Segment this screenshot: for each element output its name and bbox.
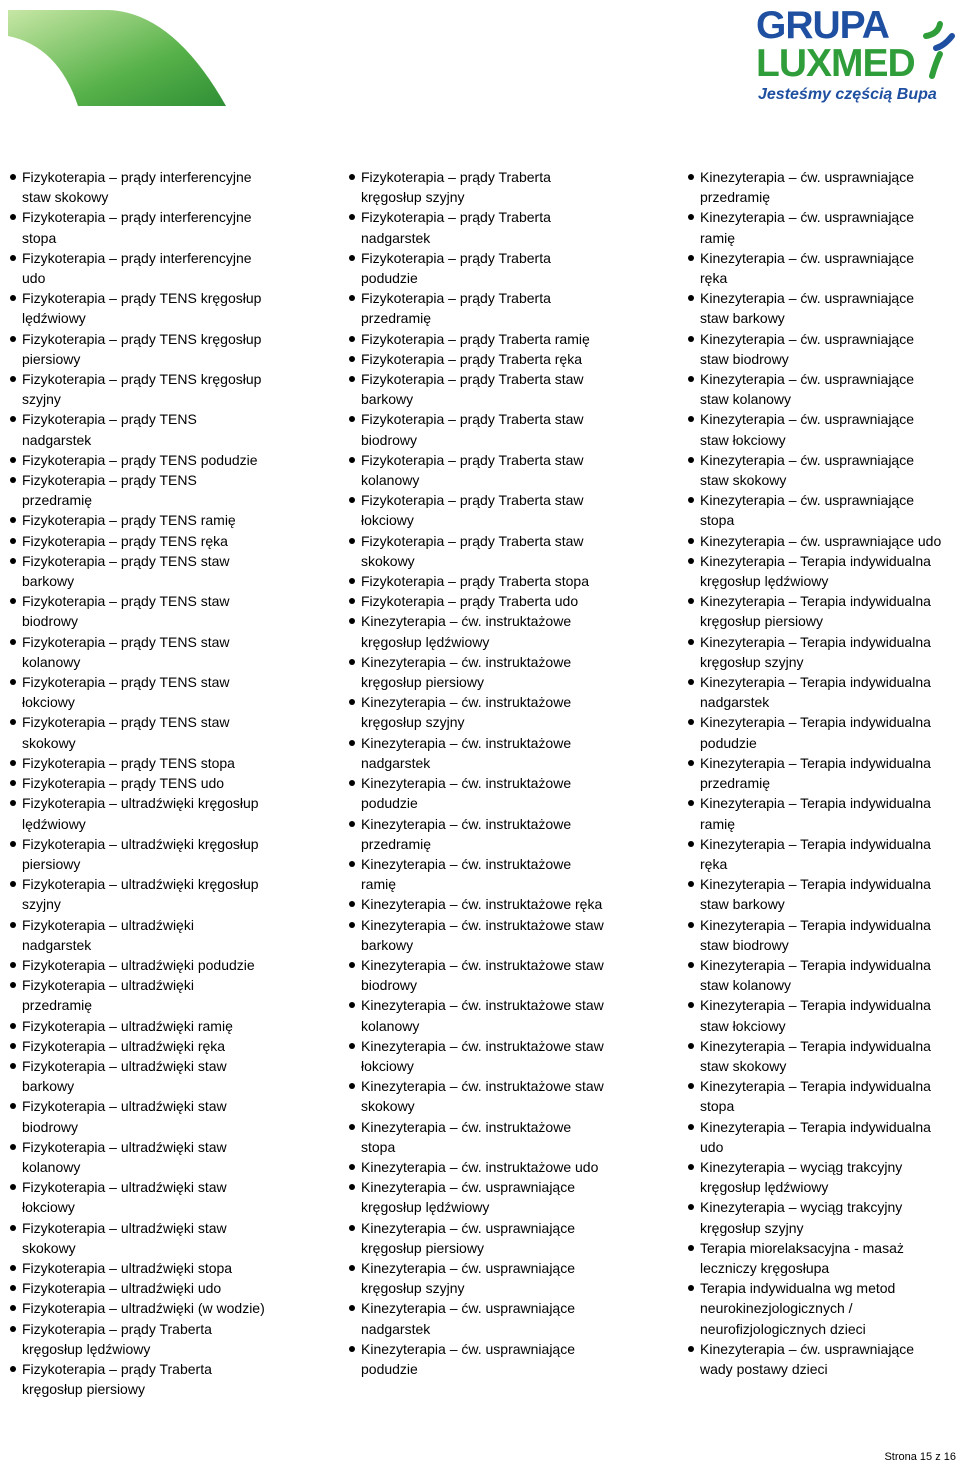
list-item [347,915,637,955]
list-item-text: Kinezyterapia – Terapia indywidualna [700,916,931,933]
list-item-text: przedramię [22,997,93,1014]
list-item-text: nadgarstek [700,694,770,711]
list-item-text: Fizykoterapia – prądy Traberta [361,290,551,307]
list-item-text: kręgosłup lędźwiowy [361,1199,490,1216]
list-item-text: ramię [361,876,397,893]
list-item [347,955,637,995]
list-item [8,450,308,470]
list-item [347,1339,637,1379]
brand-name-line2: LUXMED [756,42,915,85]
list-item [8,915,308,955]
list-item-text: staw kolanowy [700,391,792,408]
list-item [686,793,956,833]
list-item [686,248,956,288]
list-item-text: Kinezyterapia – ćw. instruktażowe staw [361,1078,604,1095]
list-item-text: lędźwiowy [22,310,86,327]
list-item-text: Kinezyterapia – ćw. usprawniające [361,1300,576,1317]
list-item [8,834,308,874]
list-item [8,773,308,793]
green-swoosh-graphic [8,6,226,106]
list-item [8,551,308,591]
list-item [686,591,956,631]
list-item [347,288,637,328]
list-item-text: Fizykoterapia – prądy Traberta [361,209,551,226]
list-item-text: Kinezyterapia – Terapia indywidualna [700,552,931,569]
list-item [686,834,956,874]
list-item-text: kręgosłup lędźwiowy [22,1340,151,1357]
list-item-text: Kinezyterapia – ćw. usprawniające [700,492,915,509]
list-item-text: Fizykoterapia – prądy Traberta staw [361,411,584,428]
list-item-text: Fizykoterapia – ultradźwięki staw [22,1219,227,1236]
list-item [8,1278,308,1298]
list-item-text: staw łokciowy [700,431,786,448]
list-item-text: Fizykoterapia – ultradźwięki staw [22,1138,227,1155]
list-item-text: Fizykoterapia – prądy TENS kręgosłup [22,290,262,307]
list-item-text: staw kolanowy [700,977,792,994]
list-item-text: kręgosłup lędźwiowy [700,573,829,590]
list-item [347,652,637,692]
grupa-luxmed-logo [756,4,956,108]
list-item [686,995,956,1035]
list-item-text: Fizykoterapia – prądy Traberta ramię [361,330,590,347]
list-item-text: skokowy [22,734,76,751]
list-item [347,591,637,611]
list-item-text: szyjny [22,896,61,913]
list-item-text: Fizykoterapia – ultradźwięki [22,977,194,994]
list-item-text: biodrowy [22,1118,79,1135]
list-item-text: Kinezyterapia – ćw. instruktażowe [361,653,572,670]
list-item [8,248,308,288]
list-item-text: Kinezyterapia – Terapia indywidualna [700,1118,931,1135]
list-item-text: kolanowy [22,1158,81,1175]
list-item [686,207,956,247]
list-item-text: biodrowy [361,977,418,994]
list-item [347,773,637,813]
list-item-text: kolanowy [22,653,81,670]
list-item-text: podudzie [361,1360,418,1377]
services-column-1 [8,167,308,1399]
list-item-text: kręgosłup lędźwiowy [361,633,490,650]
list-item [686,672,956,712]
list-item [686,329,956,369]
list-item-text: Kinezyterapia – ćw. usprawniające [700,1340,915,1357]
list-item [8,1177,308,1217]
list-item-text: skokowy [361,552,415,569]
list-item [686,409,956,449]
list-item-text: Fizykoterapia – prądy Traberta udo [361,593,579,610]
list-item [347,995,637,1035]
list-item-text: Kinezyterapia – ćw. instruktażowe udo [361,1158,599,1175]
list-item-text: ręka [700,270,728,287]
list-item-text: Kinezyterapia – ćw. usprawniające [700,249,915,266]
list-item-text: ręka [700,855,728,872]
list-item-text: staw skokowy [22,189,109,206]
list-item [8,531,308,551]
list-item-text: Fizykoterapia – prądy interferencyjne [22,249,252,266]
list-item [686,1278,956,1339]
list-item [8,510,308,530]
list-item [347,167,637,207]
list-item [347,248,637,288]
list-item-text: Kinezyterapia – Terapia indywidualna [700,633,931,650]
list-item-text: Kinezyterapia – ćw. usprawniające [361,1340,576,1357]
list-item [686,551,956,591]
list-item-text: Terapia miorelaksacyjna - masaż [700,1239,904,1256]
list-item [347,1076,637,1116]
list-item [347,1298,637,1338]
list-item-text: kręgosłup piersiowy [700,613,823,630]
list-item-text: Fizykoterapia – prądy TENS staw [22,552,230,569]
list-item [8,1298,308,1318]
list-item-text: Kinezyterapia – Terapia indywidualna [700,956,931,973]
list-item-text: staw barkowy [700,310,785,327]
list-item-text: Fizykoterapia – ultradźwięki kręgosłup [22,835,259,852]
list-item-text: Kinezyterapia – ćw. usprawniające [700,330,915,347]
list-item [8,1258,308,1278]
services-column-3 [686,167,956,1379]
list-item-text: przedramię [700,775,771,792]
list-item-text: kolanowy [361,1017,420,1034]
list-item [347,409,637,449]
list-item-text: Kinezyterapia – ćw. usprawniające udo [700,532,942,549]
list-item [8,1218,308,1258]
list-item-text: Fizykoterapia – ultradźwięki kręgosłup [22,795,259,812]
list-item-text: Fizykoterapia – ultradźwięki staw [22,1098,227,1115]
list-item-text: Kinezyterapia – ćw. instruktażowe staw [361,916,604,933]
list-item-text: Fizykoterapia – prądy TENS [22,411,197,428]
list-item [8,632,308,672]
list-item [686,955,956,995]
list-item-text: Fizykoterapia – ultradźwięki staw [22,1057,227,1074]
list-item-text: kręgosłup szyjny [700,1219,804,1236]
list-item [686,1197,956,1237]
list-item-text: Kinezyterapia – ćw. instruktażowe [361,855,572,872]
list-item-text: lędźwiowy [22,815,86,832]
list-item-text: Kinezyterapia – ćw. usprawniające [700,169,915,185]
list-item [347,349,637,369]
list-item-text: Kinezyterapia – ćw. instruktażowe ręka [361,896,603,913]
list-item-text: Kinezyterapia – ćw. instruktażowe [361,815,572,832]
list-item-text: kręgosłup piersiowy [361,674,484,691]
list-item-text: ramię [700,815,736,832]
list-item-text: stopa [22,229,57,246]
list-item [8,591,308,631]
list-item-text: staw skokowy [700,1057,787,1074]
list-item-text: kręgosłup szyjny [361,714,465,731]
list-item-text: Fizykoterapia – prądy Traberta ręka [361,350,582,367]
list-item [8,288,308,328]
list-item [347,490,637,530]
list-item-text: piersiowy [22,350,81,367]
list-item [8,1096,308,1136]
list-item-text: Kinezyterapia – ćw. instruktażowe staw [361,956,604,973]
list-item-text: Fizykoterapia – prądy TENS udo [22,775,225,792]
list-item-text: Kinezyterapia – Terapia indywidualna [700,754,931,771]
list-item [8,1319,308,1359]
list-item-text: Kinezyterapia – ćw. instruktażowe [361,775,572,792]
list-item-text: kolanowy [361,472,420,489]
list-item-text: przedramię [700,189,771,206]
list-item [347,369,637,409]
list-item [347,814,637,854]
list-item [8,470,308,510]
list-item [686,531,956,551]
list-item-text: przedramię [22,492,93,509]
list-item-text: Kinezyterapia – wyciąg trakcyjny [700,1158,903,1175]
list-item [8,1016,308,1036]
list-item [686,1117,956,1157]
list-item-text: Kinezyterapia – Terapia indywidualna [700,795,931,812]
list-item-text: Fizykoterapia – prądy Traberta staw [361,492,584,509]
list-item-text: Kinezyterapia – ćw. usprawniające [700,411,915,428]
list-item [8,753,308,773]
list-item-text: Kinezyterapia – ćw. usprawniające [700,451,915,468]
list-item [686,167,956,207]
list-item-text: Fizykoterapia – prądy TENS podudzie [22,451,258,468]
list-item-text: Fizykoterapia – prądy Traberta staw [361,532,584,549]
list-item-text: Fizykoterapia – prądy Traberta stopa [361,573,590,590]
list-item-text: Fizykoterapia – ultradźwięki kręgosłup [22,876,259,893]
list-item-text: staw barkowy [700,896,785,913]
list-item-text: Fizykoterapia – ultradźwięki ręka [22,1037,226,1054]
list-item-text: łokciowy [361,1057,414,1074]
list-item-text: staw biodrowy [700,936,789,953]
list-item-text: Fizykoterapia – prądy TENS staw [22,674,230,691]
list-item-text: udo [22,270,46,287]
list-item-text: podudzie [700,734,757,751]
list-item [8,955,308,975]
list-item [347,1157,637,1177]
list-item [347,571,637,591]
list-item-text: Fizykoterapia – prądy Traberta [361,249,551,266]
brand-name-line1: GRUPA [756,4,889,47]
list-item-text: kręgosłup szyjny [361,1280,465,1297]
list-item [686,712,956,752]
list-item [8,369,308,409]
list-item [8,975,308,1015]
list-item-text: Fizykoterapia – prądy Traberta staw [361,451,584,468]
list-item [686,288,956,328]
list-item [347,207,637,247]
list-item-text: Kinezyterapia – Terapia indywidualna [700,876,931,893]
list-item [347,1117,637,1157]
list-item [8,712,308,752]
list-item [8,207,308,247]
list-item-text: przedramię [361,310,432,327]
list-item-text: Fizykoterapia – ultradźwięki [22,916,194,933]
list-item [686,874,956,914]
list-item [347,894,637,914]
list-item-text: Fizykoterapia – ultradźwięki (w wodzie) [22,1300,265,1317]
list-item-text: Fizykoterapia – ultradźwięki udo [22,1280,222,1297]
list-item-text: barkowy [361,936,414,953]
list-item-text: podudzie [361,270,418,287]
list-item-text: kręgosłup szyjny [700,653,804,670]
list-item-text: Kinezyterapia – ćw. usprawniające [361,1219,576,1236]
list-item-text: Kinezyterapia – ćw. usprawniające [361,1259,576,1276]
list-item [347,531,637,571]
list-item-text: Kinezyterapia – Terapia indywidualna [700,674,931,691]
list-item-text: Fizykoterapia – prądy TENS ręka [22,532,228,549]
list-item [686,915,956,955]
list-item-text: Kinezyterapia – Terapia indywidualna [700,593,931,610]
list-item-text: staw skokowy [700,472,787,489]
list-item-text: kręgosłup szyjny [361,189,465,206]
list-item-text: nadgarstek [22,936,92,953]
list-item [347,854,637,894]
list-item-text: nadgarstek [361,1320,431,1337]
list-item-text: Kinezyterapia – ćw. instruktażowe staw [361,997,604,1014]
list-item-text: skokowy [22,1239,76,1256]
list-item-text: stopa [361,1138,396,1155]
list-item [8,1036,308,1056]
list-item-text: Kinezyterapia – Terapia indywidualna [700,1078,931,1095]
list-item-text: kręgosłup piersiowy [22,1381,145,1398]
list-item-text: Fizykoterapia – prądy Traberta [22,1360,212,1377]
list-item [686,632,956,672]
list-item [347,692,637,732]
list-item-text: Fizykoterapia – prądy TENS staw [22,633,230,650]
list-item-text: nadgarstek [361,754,431,771]
list-item-text: udo [700,1138,724,1155]
list-item-text: barkowy [361,391,414,408]
list-item-text: biodrowy [361,431,418,448]
list-item-text: nadgarstek [22,431,92,448]
list-item-text: przedramię [361,835,432,852]
list-item-text: Fizykoterapia – prądy TENS [22,472,197,489]
list-item-text: barkowy [22,573,75,590]
list-item [686,1157,956,1197]
list-item-text: piersiowy [22,855,81,872]
list-item-text: Fizykoterapia – ultradźwięki ramię [22,1017,233,1034]
list-item-text: podudzie [361,795,418,812]
list-item-text: Kinezyterapia – ćw. usprawniające [700,371,915,388]
list-item-text: neurokinezjologicznych / [700,1300,853,1317]
list-item-text: Fizykoterapia – prądy TENS ramię [22,512,236,529]
list-item [8,672,308,712]
list-item-text: Kinezyterapia – Terapia indywidualna [700,714,931,731]
list-item [686,1076,956,1116]
list-item-text: Fizykoterapia – ultradźwięki stopa [22,1259,233,1276]
list-item-text: biodrowy [22,613,79,630]
list-item [8,1056,308,1096]
list-item [8,793,308,833]
list-item-text: ramię [700,229,736,246]
list-item [347,329,637,349]
list-item-text: Terapia indywidualna wg metod [700,1280,896,1297]
list-item-text: skokowy [361,1098,415,1115]
list-item-text: Fizykoterapia – prądy TENS stopa [22,754,235,771]
list-item-text: szyjny [22,391,61,408]
list-item-text: Fizykoterapia – prądy Traberta [361,169,551,185]
list-item-text: Fizykoterapia – prądy TENS kręgosłup [22,371,262,388]
list-item [8,409,308,449]
list-item-text: Kinezyterapia – Terapia indywidualna [700,835,931,852]
list-item-text: Fizykoterapia – prądy interferencyjne [22,209,252,226]
list-item [347,733,637,773]
list-item [347,1218,637,1258]
list-item-text: stopa [700,1098,735,1115]
brand-tagline: Jesteśmy częścią Bupa [758,86,937,103]
list-item-text: kręgosłup piersiowy [361,1239,484,1256]
list-item [8,874,308,914]
list-item-text: neurofizjologicznych dzieci [700,1320,866,1337]
list-item-text: Kinezyterapia – Terapia indywidualna [700,1037,931,1054]
list-item-text: nadgarstek [361,229,431,246]
list-item [686,490,956,530]
list-item [686,1339,956,1379]
list-item-text: Kinezyterapia – ćw. instruktażowe [361,734,572,751]
list-item-text: Kinezyterapia – ćw. instruktażowe staw [361,1037,604,1054]
list-item-text: Kinezyterapia – Terapia indywidualna [700,997,931,1014]
list-item [347,1177,637,1217]
list-item [347,611,637,651]
list-item-text: leczniczy kręgosłupa [700,1259,830,1276]
list-item [8,1359,308,1399]
list-item-text: Fizykoterapia – prądy TENS kręgosłup [22,330,262,347]
list-item-text: staw łokciowy [700,1017,786,1034]
list-item [686,1036,956,1076]
list-item-text: Kinezyterapia – ćw. instruktażowe [361,613,572,630]
list-item [347,1258,637,1298]
services-column-2 [347,167,637,1379]
list-item-text: staw biodrowy [700,350,789,367]
list-item-text: Kinezyterapia – ćw. instruktażowe [361,694,572,711]
list-item [686,450,956,490]
list-item-text: łokciowy [361,512,414,529]
list-item-text: Fizykoterapia – prądy Traberta staw [361,371,584,388]
page-number: Strona 15 z 16 [884,1451,956,1463]
list-item-text: Fizykoterapia – prądy TENS staw [22,593,230,610]
list-item-text: Fizykoterapia – prądy TENS staw [22,714,230,731]
list-item [686,753,956,793]
list-item [686,369,956,409]
list-item-text: wady postawy dzieci [700,1360,828,1377]
list-item-text: Kinezyterapia – ćw. usprawniające [700,209,915,226]
list-item-text: łokciowy [22,694,75,711]
list-item-text: Fizykoterapia – ultradźwięki podudzie [22,956,255,973]
list-item [347,1036,637,1076]
list-item-text: Kinezyterapia – ćw. usprawniające [700,290,915,307]
list-item [8,1137,308,1177]
list-item-text: barkowy [22,1078,75,1095]
list-item-text: Kinezyterapia – ćw. instruktażowe [361,1118,572,1135]
list-item-text: stopa [700,512,735,529]
list-item [8,329,308,369]
list-item [686,1238,956,1278]
luxmed-cross-icon [922,14,956,82]
list-item-text: kręgosłup lędźwiowy [700,1179,829,1196]
list-item-text: Kinezyterapia – ćw. usprawniające [361,1179,576,1196]
list-item [8,167,308,207]
list-item-text: Fizykoterapia – prądy Traberta [22,1320,212,1337]
list-item-text: Fizykoterapia – ultradźwięki staw [22,1179,227,1196]
list-item-text: Fizykoterapia – prądy interferencyjne [22,169,252,185]
list-item-text: łokciowy [22,1199,75,1216]
list-item-text: Kinezyterapia – wyciąg trakcyjny [700,1199,903,1216]
list-item [347,450,637,490]
